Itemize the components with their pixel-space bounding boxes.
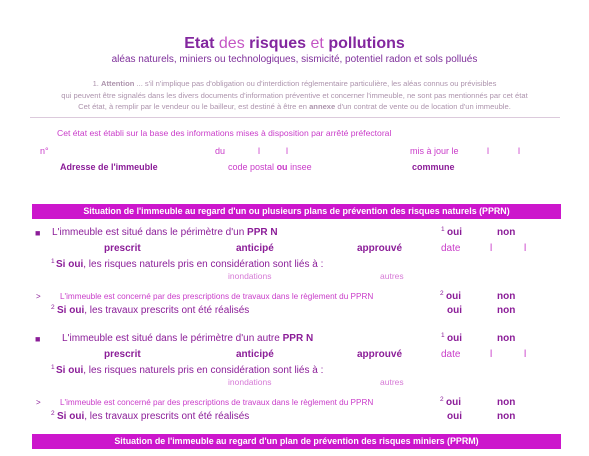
divider — [30, 117, 560, 118]
notice-attention: Attention — [101, 79, 135, 88]
perimeter-no-option[interactable]: non — [497, 333, 516, 344]
status-option-anticipe[interactable]: anticipé — [236, 349, 274, 360]
arrete-date-label: du — [215, 146, 226, 156]
works-done-no-option[interactable]: non — [497, 305, 516, 316]
footnote-mark: 2 — [440, 290, 444, 297]
perimeter-yes-option[interactable]: oui — [447, 333, 462, 344]
date-separator: l — [524, 349, 527, 360]
date-separator: l — [490, 243, 493, 254]
perimeter-statement-text: L'immeuble est situé dans le périmètre d'un — [52, 227, 245, 238]
chevron-bullet-icon: > — [36, 398, 41, 407]
notice-line-3-after: d'un contrat de vente ou de location d'un immeuble. — [337, 102, 511, 111]
perimeter-plan-type: PPR N — [282, 333, 314, 344]
perimeter-statement — [62, 333, 313, 345]
notice-line-3 — [0, 102, 589, 112]
title-word-des: des — [218, 35, 245, 52]
works-done-statement — [57, 411, 249, 423]
risk-condition-text: , les risques naturels pris en considération sont liés à : — [83, 259, 324, 270]
postal-code-label — [228, 161, 312, 173]
arrete-number-field[interactable] — [55, 144, 205, 156]
square-bullet-icon: ■ — [35, 228, 41, 238]
date-separator: l — [518, 146, 520, 156]
works-done-yes-option[interactable]: oui — [447, 411, 462, 422]
section-header-pprm: Situation de l'immeuble au regard d'un plan de prévention des risques miniers (PPRM) — [32, 434, 561, 449]
date-separator: l — [524, 243, 527, 254]
footnote-mark: 2 — [440, 396, 444, 403]
title-word-risques: risques — [249, 35, 307, 52]
arrete-date-field[interactable] — [228, 144, 308, 156]
risk-option-inondations[interactable]: inondations — [228, 377, 272, 387]
notice-line-3-before: Cet état, à remplir par le vendeur ou le bailleur, est destiné à être en — [78, 102, 307, 111]
update-date-field[interactable] — [468, 144, 538, 156]
postal-code-or: ou — [276, 162, 288, 172]
notice-line-1 — [0, 79, 589, 89]
postal-code-text: code postal — [228, 162, 275, 172]
title-word-etat: Etat — [184, 35, 215, 52]
footnote-mark: 1 — [441, 332, 445, 339]
works-done-text: , les travaux prescrits ont été réalisés — [84, 411, 250, 422]
date-separator: l — [258, 146, 260, 156]
title-word-pollutions: pollutions — [328, 35, 405, 52]
date-separator: l — [487, 146, 489, 156]
works-done-statement — [57, 305, 249, 317]
status-option-approuve[interactable]: approuvé — [357, 243, 403, 254]
status-date-field[interactable] — [464, 243, 538, 255]
works-no-option[interactable]: non — [497, 397, 516, 408]
risk-option-inondations[interactable]: inondations — [228, 271, 272, 281]
address-label: Adresse de l'immeuble — [60, 162, 158, 172]
risk-condition-si-oui: Si oui — [56, 259, 84, 270]
works-yes-option[interactable]: oui — [446, 291, 461, 302]
notice-line-2: qui peuvent être signalés dans les divers documents d'information préventive et concerner l'immeuble, ne sont pas mentionnés par cet état — [61, 91, 528, 100]
address-field[interactable] — [60, 176, 215, 198]
chevron-bullet-icon: > — [36, 292, 41, 301]
status-date-field[interactable] — [464, 349, 538, 361]
works-done-text: , les travaux prescrits ont été réalisés — [84, 305, 250, 316]
footnote-mark: 1 — [51, 258, 55, 265]
perimeter-statement-text: L'immeuble est situé dans le périmètre d'un autre — [62, 333, 280, 344]
pprn-block-2 — [0, 333, 589, 425]
works-no-option[interactable]: non — [497, 291, 516, 302]
works-statement: L'immeuble est concerné par des prescriptions de travaux dans le règlement du PPRN — [60, 292, 374, 301]
postal-code-field[interactable] — [228, 176, 328, 198]
perimeter-no-option[interactable]: non — [497, 227, 516, 238]
date-separator: l — [286, 146, 288, 156]
risk-condition — [56, 259, 323, 271]
works-statement: L'immeuble est concerné par des prescriptions de travaux dans le règlement du PPRN — [60, 398, 374, 407]
notice-number: 1. — [92, 79, 99, 88]
risk-condition — [56, 365, 323, 377]
notice-annexe: annexe — [309, 102, 336, 111]
square-bullet-icon: ■ — [35, 334, 41, 344]
commune-label: commune — [412, 162, 455, 172]
commune-field[interactable] — [412, 176, 557, 198]
footnote-mark: 1 — [51, 364, 55, 371]
arrete-number-label: n° — [40, 146, 49, 156]
works-done-yes-option[interactable]: oui — [447, 305, 462, 316]
status-option-prescrit[interactable]: prescrit — [104, 349, 141, 360]
notice-line-1-text: ... s'il n'implique pas d'obligation ou d'interdiction réglementaire particulière, les aléas connus ou prévisibles — [136, 79, 497, 88]
page-title — [0, 35, 589, 53]
risk-option-autres[interactable]: autres — [380, 377, 404, 387]
arrete-intro: Cet état est établi sur la base des informations mises à disposition par arrêté préfectoral — [57, 128, 392, 138]
date-separator: l — [490, 349, 493, 360]
risk-condition-si-oui: Si oui — [56, 365, 84, 376]
works-done-si-oui: Si oui — [57, 411, 85, 422]
title-word-et: et — [310, 35, 324, 52]
risk-option-autres[interactable]: autres — [380, 271, 404, 281]
risk-condition-text: , les risques naturels pris en considération sont liés à : — [83, 365, 324, 376]
footnote-mark: 1 — [441, 226, 445, 233]
works-done-si-oui: Si oui — [57, 305, 85, 316]
status-option-prescrit[interactable]: prescrit — [104, 243, 141, 254]
perimeter-yes-option[interactable]: oui — [447, 227, 462, 238]
status-date-label: date — [441, 243, 461, 254]
page-subtitle: aléas naturels, miniers ou technologiques, sismicité, potentiel radon et sols pollués — [111, 54, 478, 65]
status-date-label: date — [441, 349, 461, 360]
perimeter-plan-type: PPR N — [247, 227, 278, 238]
insee-text: insee — [290, 162, 312, 172]
works-yes-option[interactable]: oui — [446, 397, 461, 408]
works-done-no-option[interactable]: non — [497, 411, 516, 422]
pprn-block-1 — [0, 227, 589, 319]
status-option-anticipe[interactable]: anticipé — [236, 243, 274, 254]
update-date-label: mis à jour le — [410, 146, 459, 156]
footnote-mark: 2 — [51, 410, 55, 417]
perimeter-statement — [52, 227, 278, 239]
footnote-mark: 2 — [51, 304, 55, 311]
status-option-approuve[interactable]: approuvé — [357, 349, 403, 360]
section-header-pprn: Situation de l'immeuble au regard d'un ou plusieurs plans de prévention des risques naturels (PPRN) — [32, 204, 561, 219]
